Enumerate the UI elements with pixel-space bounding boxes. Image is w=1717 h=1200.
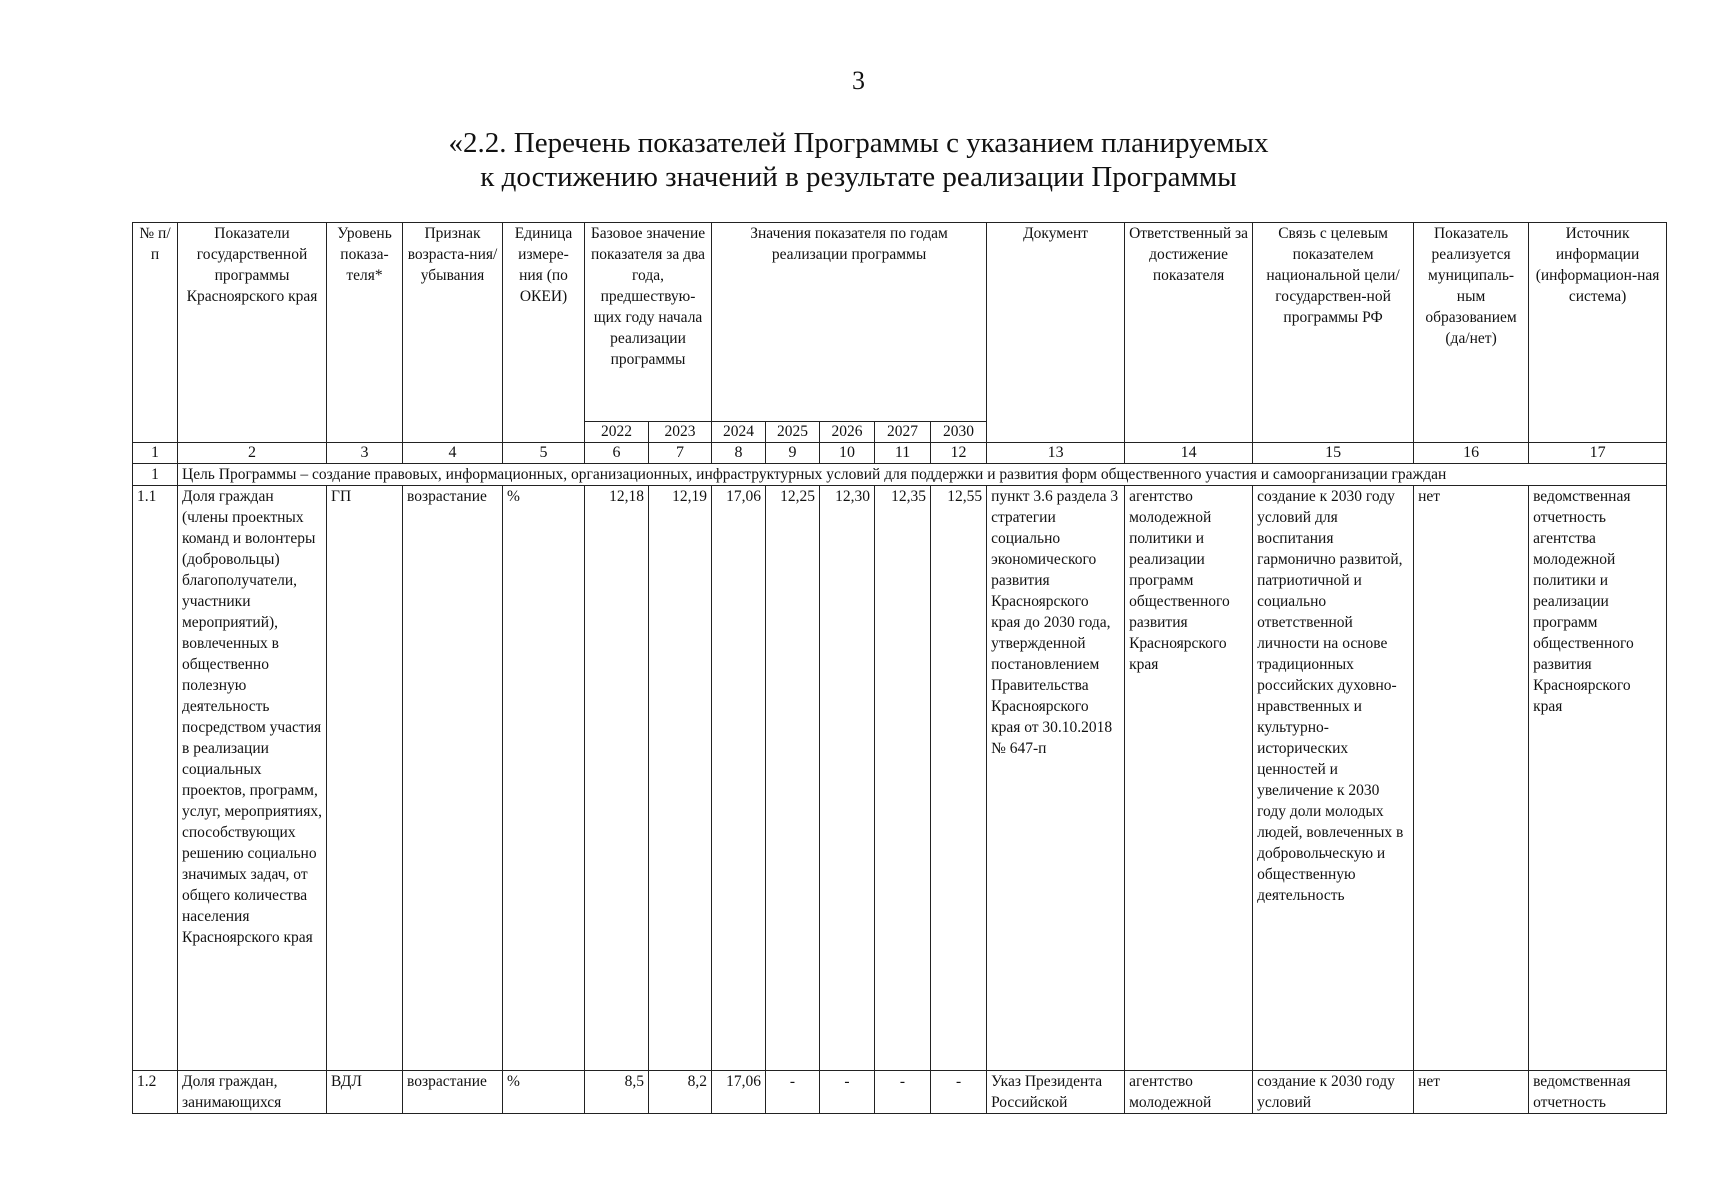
title-line-1: «2.2. Перечень показателей Программы с указанием планируемых — [448, 127, 1269, 159]
year-2024: 2024 — [712, 422, 766, 443]
row-num: 1.2 — [133, 1071, 178, 1114]
page-number: 3 — [852, 66, 865, 95]
indicator-link: создание к 2030 году условий — [1253, 1071, 1414, 1114]
indicator-municipal: нет — [1414, 486, 1529, 1071]
year-2023: 2023 — [649, 422, 712, 443]
column-number: 9 — [766, 443, 820, 464]
header-trend: Признак возраста-ния/ убывания — [403, 223, 503, 443]
column-numbers-row — [133, 443, 1667, 464]
header-values-by-year: Значения показателя по годам реализации программы — [712, 223, 987, 422]
title-line-2: к достижению значений в результате реализации Программы — [480, 161, 1237, 193]
goal-text: Цель Программы – создание правовых, информационных, организационных, инфраструктурных условий для поддержки и развития форм общественного участия и самоорганизации граждан — [178, 464, 1667, 486]
indicator-source: ведомственная отчетность — [1529, 1071, 1667, 1114]
column-number: 14 — [1125, 443, 1253, 464]
header-level: Уровень показа-теля* — [327, 223, 403, 443]
column-number: 15 — [1253, 443, 1414, 464]
document-title — [0, 126, 1717, 194]
column-number: 5 — [503, 443, 585, 464]
indicators-table — [132, 222, 1667, 1114]
header-indicators: Показатели государственной программы Красноярского края — [178, 223, 327, 443]
indicator-responsible: агентство молодежной политики и реализации программ общественного развития Красноярского края — [1125, 486, 1253, 1071]
column-number: 6 — [585, 443, 649, 464]
year-2022: 2022 — [585, 422, 649, 443]
indicator-unit: % — [503, 1071, 585, 1114]
indicator-trend: возрастание — [403, 1071, 503, 1114]
value-2025: 12,25 — [766, 486, 820, 1071]
header-municipal: Показатель реализуется муниципаль-ным образованием (да/нет) — [1414, 223, 1529, 443]
table-row — [133, 1071, 1667, 1114]
value-2026: 12,30 — [820, 486, 875, 1071]
header-unit: Единица измере-ния (по ОКЕИ) — [503, 223, 585, 443]
indicator-document: Указ Президента Российской — [987, 1071, 1125, 1114]
value-2026: - — [820, 1071, 875, 1114]
column-number: 17 — [1529, 443, 1667, 464]
header-source: Источник информации (информацион-ная система) — [1529, 223, 1667, 443]
value-2030: - — [931, 1071, 987, 1114]
header-responsible: Ответственный за достижение показателя — [1125, 223, 1253, 443]
value-2023: 8,2 — [649, 1071, 712, 1114]
indicator-municipal: нет — [1414, 1071, 1529, 1114]
indicator-document: пункт 3.6 раздела 3 стратегии социально экономического развития Красноярского края до 2030 года, утвержденной постановлением Правительства Красноярского края от 30.10.2018 № 647-п — [987, 486, 1125, 1071]
value-2027: 12,35 — [875, 486, 931, 1071]
indicator-name: Доля граждан, занимающихся — [178, 1071, 327, 1114]
year-2030: 2030 — [931, 422, 987, 443]
indicator-unit: % — [503, 486, 585, 1071]
header-num: № п/п — [133, 223, 178, 443]
value-2024: 17,06 — [712, 486, 766, 1071]
column-number: 4 — [403, 443, 503, 464]
column-number: 2 — [178, 443, 327, 464]
year-2026: 2026 — [820, 422, 875, 443]
indicator-name: Доля граждан (члены проектных команд и волонтеры (добровольцы) благополучатели, участники мероприятий), вовлеченных в общественно полезную деятельность посредством участия в реализации социальных проектов, программ, услуг, мероприятиях, способствующих решению социально значимых задач, от общего количества населения Красноярского края — [178, 486, 327, 1071]
year-2027: 2027 — [875, 422, 931, 443]
year-2025: 2025 — [766, 422, 820, 443]
column-number: 10 — [820, 443, 875, 464]
indicator-source: ведомственная отчетность агентства молодежной политики и реализации программ общественного развития Красноярского края — [1529, 486, 1667, 1071]
row-num: 1.1 — [133, 486, 178, 1071]
value-2022: 8,5 — [585, 1071, 649, 1114]
column-number: 16 — [1414, 443, 1529, 464]
value-2030: 12,55 — [931, 486, 987, 1071]
column-number: 7 — [649, 443, 712, 464]
header-row — [133, 223, 1667, 422]
goal-row — [133, 464, 1667, 486]
header-base-value: Базовое значение показателя за два года, предшествую-щих году начала реализации программы — [585, 223, 712, 422]
column-number: 3 — [327, 443, 403, 464]
column-number: 8 — [712, 443, 766, 464]
column-number: 1 — [133, 443, 178, 464]
value-2024: 17,06 — [712, 1071, 766, 1114]
header-document: Документ — [987, 223, 1125, 443]
column-number: 13 — [987, 443, 1125, 464]
indicator-trend: возрастание — [403, 486, 503, 1071]
value-2023: 12,19 — [649, 486, 712, 1071]
column-number: 12 — [931, 443, 987, 464]
header-link: Связь с целевым показателем национальной цели/государствен-ной программы РФ — [1253, 223, 1414, 443]
indicator-level: ВДЛ — [327, 1071, 403, 1114]
indicator-link: создание к 2030 году условий для воспитания гармонично развитой, патриотичной и социально ответственной личности на основе традиционных российских духовно-нравственных и культурно-исторических ценностей и увеличение к 2030 году доли молодых людей, вовлеченных в добровольческую и общественную деятельность — [1253, 486, 1414, 1071]
indicator-level: ГП — [327, 486, 403, 1071]
value-2022: 12,18 — [585, 486, 649, 1071]
column-number: 11 — [875, 443, 931, 464]
value-2027: - — [875, 1071, 931, 1114]
goal-num: 1 — [133, 464, 178, 486]
indicator-responsible: агентство молодежной — [1125, 1071, 1253, 1114]
value-2025: - — [766, 1071, 820, 1114]
table-row — [133, 486, 1667, 1071]
